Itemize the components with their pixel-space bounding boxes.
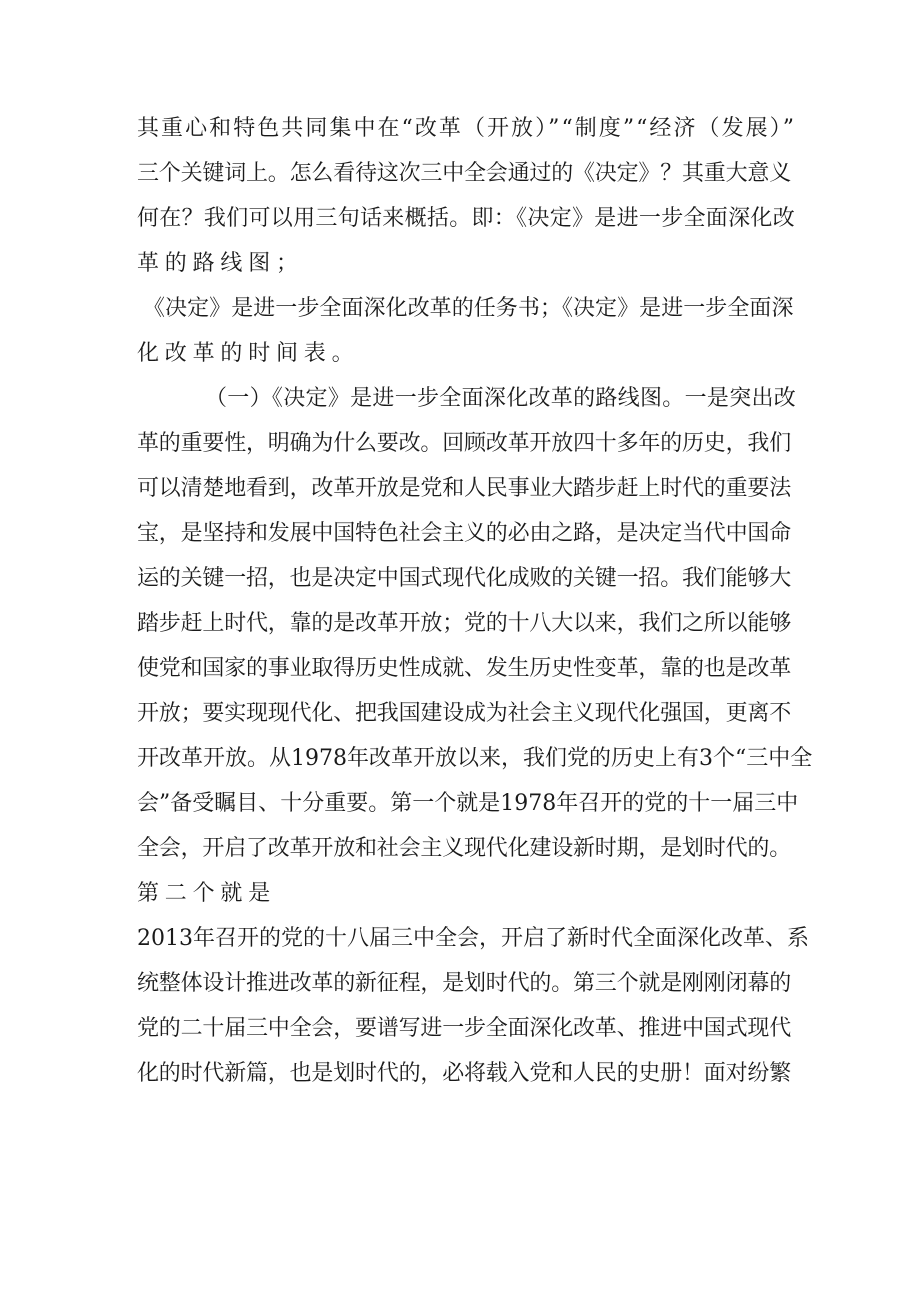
text-line: 第二个就是 [137,881,277,906]
document-body [137,106,813,1096]
text-line: 化改革的时间表。 [137,341,360,366]
text-line: 三个关键词上。怎么看待这次三中全会通过的《决定》？其重大意义 [137,161,792,186]
text-line: 开放；要实现现代化、把我国建设成为社会主义现代化强国，更离不 [137,701,792,726]
text-line: 革的重要性，明确为什么要改。回顾改革开放四十多年的历史，我们 [137,431,792,456]
text-line: 革的路线图； [137,251,304,276]
text-line: 踏步赶上时代，靠的是改革开放；党的十八大以来，我们之所以能够 [137,611,792,636]
text-line: 运的关键一招，也是决定中国式现代化成败的关键一招。我们能够大 [137,566,792,591]
text-line: 统整体设计推进改革的新征程，是划时代的。第三个就是刚刚闭幕的 [137,971,792,996]
text-line: 2013年召开的党的十八届三中全会，开启了新时代全面深化改革、系 [137,926,809,951]
text-line: 党的二十届三中全会，要谱写进一步全面深化改革、推进中国式现代 [137,1016,792,1041]
text-line: 化的时代新篇，也是划时代的，必将载入党和人民的史册！面对纷繁 [137,1061,792,1086]
text-line: 可以清楚地看到，改革开放是党和人民事业大踏步赶上时代的重要法 [137,476,792,501]
text-line: 使党和国家的事业取得历史性成就、发生历史性变革，靠的也是改革 [137,656,792,681]
text-line: 《决定》是进一步全面深化改革的任务书；《决定》是进一步全面深 [143,296,794,321]
text-line: 全会，开启了改革开放和社会主义现代化建设新时期，是划时代的。 [137,836,792,861]
text-line: 开改革开放。从1978年改革开放以来，我们党的历史上有3个“三中全 [137,746,813,771]
text-line: 会”备受瞩目、十分重要。第一个就是1978年召开的党的十一届三中 [137,791,799,816]
text-line: 宝，是坚持和发展中国特色社会主义的必由之路，是决定当代中国命 [137,521,792,546]
text-line: 其重心和特色共同集中在“改革（开放）”“制度”“经济（发展）” [137,116,797,141]
text-line: 何在？我们可以用三句话来概括。即：《决定》是进一步全面深化改 [137,206,796,231]
section-heading-line: （一）《决定》是进一步全面深化改革的路线图。一是突出改 [205,386,797,411]
